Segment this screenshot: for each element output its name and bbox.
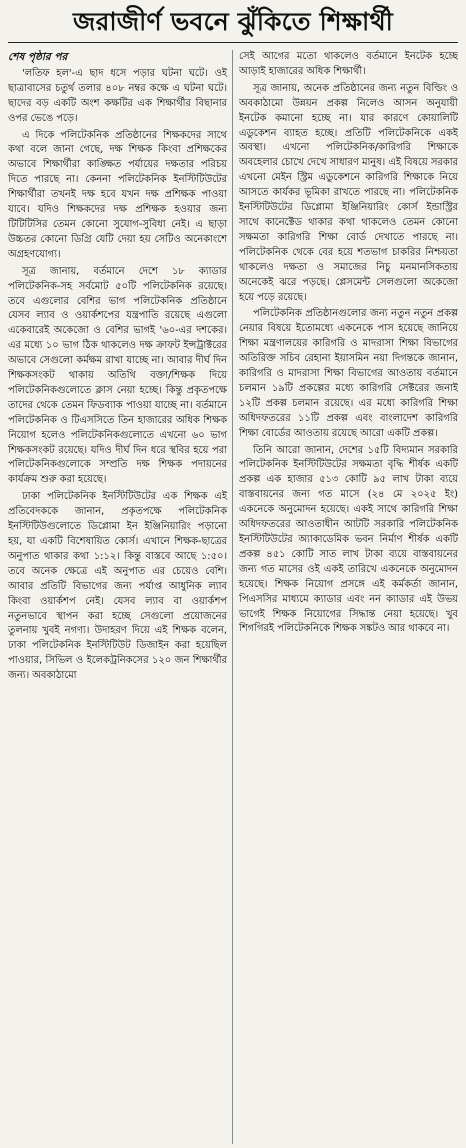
paragraph: তিনি আরো জানান, দেশের ১৫টি বিদ্যমান সরকারি পলিটেকনিক ইনস্টিটিউটের সক্ষমতা বৃদ্ধি শীর্ষক একটি প্রকল্প এক হাজার ৫১৩ কোটি ৯৫ লাখ টাকা ব্যয়ে বাস্তবায়নের জন্য গত মাসে (২৪ মে ২০২৫ ইং) একনেকে অনুমোদন হয়েছে। একই সাথে কারিগরি শিক্ষা অধিদফতরের আওতাধীন আটটি সরকারি পলিটেকনিক ইনস্টিটিউটের অ্যাকাডেমিক ভবন নির্মাণ শীর্ষক একটি প্রকল্প ৪৫১ কোটি সাত লাখ টাকা ব্যয়ে বাস্তবায়নের জন্য গত মাসের ওই একই তারিখে একনেকে অনুমোদন হয়েছে। শিক্ষক নিয়োগ প্রসঙ্গে এই কর্মকর্তা জানান, পিএসসির মাধ্যমে ক্যাডার এবং নন ক্যাডার এই উভয় ভাগেই শিক্ষক নিয়োগের সিদ্ধান্ত নেয়া হয়েছে। খুব শিগগিরই পলিটেকনিকে শিক্ষক সঙ্কটও আর থাকবে না। xyxy=(239,444,458,635)
paragraph: সূত্র জানায়, বর্তমানে দেশে ১৮ ক্যাডার পলিটেকনিক-সহ সর্বমোট ৫০টি পলিটেকনিক রয়েছে। তবে এগুলোর বেশির ভাগ পলিটেকনিক প্রতিষ্ঠানে যেসব ল্যাব ও ওয়ার্কশপের যন্ত্রপাতি রয়েছে এগুলো একেবারেই অকেজো ও বেশির ভাগই '৬০-এর দশকের। এর মধ্যে ১০ ভাগ ঠিক থাকলেও দক্ষ ক্রাফট ইন্সট্রাক্টরের অভাবে সেগুলো কর্মক্ষম রাখা যাচ্ছে না। আবার দীর্ঘ দিন শিক্ষকসংকট থাকায় অতিথি বক্তা/শিক্ষক দিয়ে পলিটেকনিকগুলোতে ক্লাস নেয়া হচ্ছে। কিন্তু প্রকৃতপক্ষে তাদের থেকে তেমন ফিডব্যাক পাওয়া যাচ্ছে না। বর্তমানে পলিটেকনিক ও টিএসসিতে তিন হাজারের অধিক শিক্ষক নিয়োগ হলেও পলিটেকনিকগুলোতে এখনো ৬০ ভাগ শিক্ষকসংকট রয়েছে। যদিও দীর্ঘ দিন ধরে স্থবির হয়ে পরা পলিটেকনিকগুলোকে সম্প্রতি দক্ষ শিক্ষক পদায়নের কার্যক্রম শুরু করা হয়েছে। xyxy=(8,265,227,486)
paragraph: ঢাকা পলিটেকনিক ইনস্টিটিউটের এক শিক্ষক এই প্রতিবেদককে জানান, প্রকৃতপক্ষে পলিটেকনিক ইনস্টিটিউগুলোতে ডিপ্লোমা ইন ইঞ্জিনিয়ারিং পড়ানো হয়, যা একটি বিশেষায়িত কোর্স। এখানে শিক্ষক-ছাত্রের অনুপাত থাকার কথা ১:১২। কিন্তু বাস্তবে আছে ১:৫০। তবে অনেক ক্ষেত্রে এই অনুপাত এর চেয়েও বেশি। আবার প্রতিটি বিভাগের জন্য পর্যাপ্ত আধুনিক ল্যাব কিংবা ওয়ার্কশপ নেই। যেসব ল্যাব বা ওয়ার্কশপ নতুনভাবে স্থাপন করা হচ্ছে সেগুলো প্রয়োজনের তুলনায় খুবই নগণ্য। উদাহরণ দিয়ে এই শিক্ষক বলেন, ঢাকা পলিটেকনিক ইনস্টিটিউট ডিজাইন করা হয়েছিল পাওয়ার, সিভিল ও ইলেকট্রনিকসের ১২০ জন শিক্ষার্থীর জন্য। অবকাঠামো xyxy=(8,491,227,682)
paragraph: পলিটেকনিক প্রতিষ্ঠানগুলোর জন্য নতুন নতুন প্রকল্প নেয়ার বিষয়ে ইতোমধ্যে একনেকে পাস হয়েছে জানিয়ে শিক্ষা মন্ত্রণালয়ের কারিগরি ও মাদরাসা শিক্ষা বিভাগের অতিরিক্ত সচিব রেহানা ইয়াসমিন নয়া দিগন্তকে জানান, কারিগরি ও মাদরাসা শিক্ষা বিভাগের আওতায় বর্তমানে চলমান ১৯টি প্রকল্পের মধ্যে কারিগরি সেক্টরের জনাই ১২টি প্রকল্প চলমান রয়েছে। এর মধ্যে কারিগরি শিক্ষা অধিদফতরের ১১টি প্রকল্প এবং বাংলাদেশ কারিগরি শিক্ষা বোর্ডের আওতায় রয়েছে আরো একটি প্রকল্প। xyxy=(239,308,458,439)
paragraph: সূত্র জানায়, অনেক প্রতিষ্ঠানের জন্য নতুন বিল্ডিং ও অবকাঠামো উন্নয়ন প্রকল্প নিলেও আসন অনুযায়ী ইনটেক কমানো হচ্ছে না। যার কারণে কোয়ালিটি এডুকেশন ব্যাহত হচ্ছে। প্রতিটি পলিটেকনিকে একই অবস্থা। এখনো পলিটেকনিক/কারিগরি শিক্ষাকে অবহেলার চোখে দেখে সাধারণ মানুষ। এই বিষয়ে সরকার এখনো মেইন স্ট্রিম এডুকেশনে কারিগরি শিক্ষাকে নিয়ে আসতে কার্যকর ভূমিকা রাখতে পারছে না। পলিটেকনিক ইনস্টিটিউটের ডিপ্লোমা ইঞ্জিনিয়ারিং কোর্স ইন্ডাস্ট্রির সাথে কানেক্টেড থাকার কথা থাকলেও তেমন কোনো সক্ষমতা কারিগরি শিক্ষা বোর্ড দেখাতে পারছে না। পলিটেকনিক থেকে বের হয়ে শতভাগ চাকরির নিশ্চয়তা থাকলেও দক্ষতা ও সমাজের নিচু মনমানসিকতায় অনেকেই ঝরে পড়ছে। প্লেসমেন্ট সেলগুলো অকেজো হয়ে পড়ে রয়েছে। xyxy=(239,82,458,303)
headline: জরাজীর্ণ ভবনে ঝুঁকিতে শিক্ষার্থী xyxy=(8,4,458,43)
continued-label: শেষ পৃষ্ঠার পর xyxy=(8,51,68,63)
paragraph: 'লতিফ হল'-এ ছাদ ধসে পড়ার ঘটনা ঘটে। ওই ছাত্রাবাসের চতুর্থ তলার ৪০৮ নম্বর কক্ষে এ ঘটনা ঘটে। ছাদের বড় একটি অংশ কক্ষটির এক শিক্ষার্থীর বিছানার ওপর ভেঙে পড়ে। xyxy=(8,67,227,124)
right-column xyxy=(233,50,458,1144)
article-body xyxy=(8,50,458,1144)
paragraph: এ দিকে পলিটেকনিক প্রতিষ্ঠানের শিক্ষকদের সাথে কথা বলে জানা গেছে, দক্ষ শিক্ষক কিংবা প্রশিক্ষকের অভাবে শিক্ষার্থীরা কাঙ্ক্ষিত পর্যায়ের দক্ষতার পরিচয় দিতে পারছে না। কেননা পলিটেকনিক ইনস্টিটিউটের শিক্ষার্থীরা তখনই দক্ষ হবে যখন দক্ষ প্রশিক্ষক পাওয়া যাবে। যদিও শিক্ষকদের দক্ষ প্রশিক্ষক হওয়ার জন্য টিটিটিসির তেমন কোনো সুযোগ-সুবিধা নেই। এ ছাড়া উচ্চতর কোনো ডিগ্রি যেটি দেয়া হয় সেটিও অনেকাংশে অগ্রহণযোগ্য। xyxy=(8,129,227,260)
paragraph: সেই আগের মতো থাকলেও বর্তমানে ইনটেক হচ্ছে আড়াই হাজারের অধিক শিক্ষার্থী। xyxy=(239,51,458,77)
left-column xyxy=(8,50,233,1144)
